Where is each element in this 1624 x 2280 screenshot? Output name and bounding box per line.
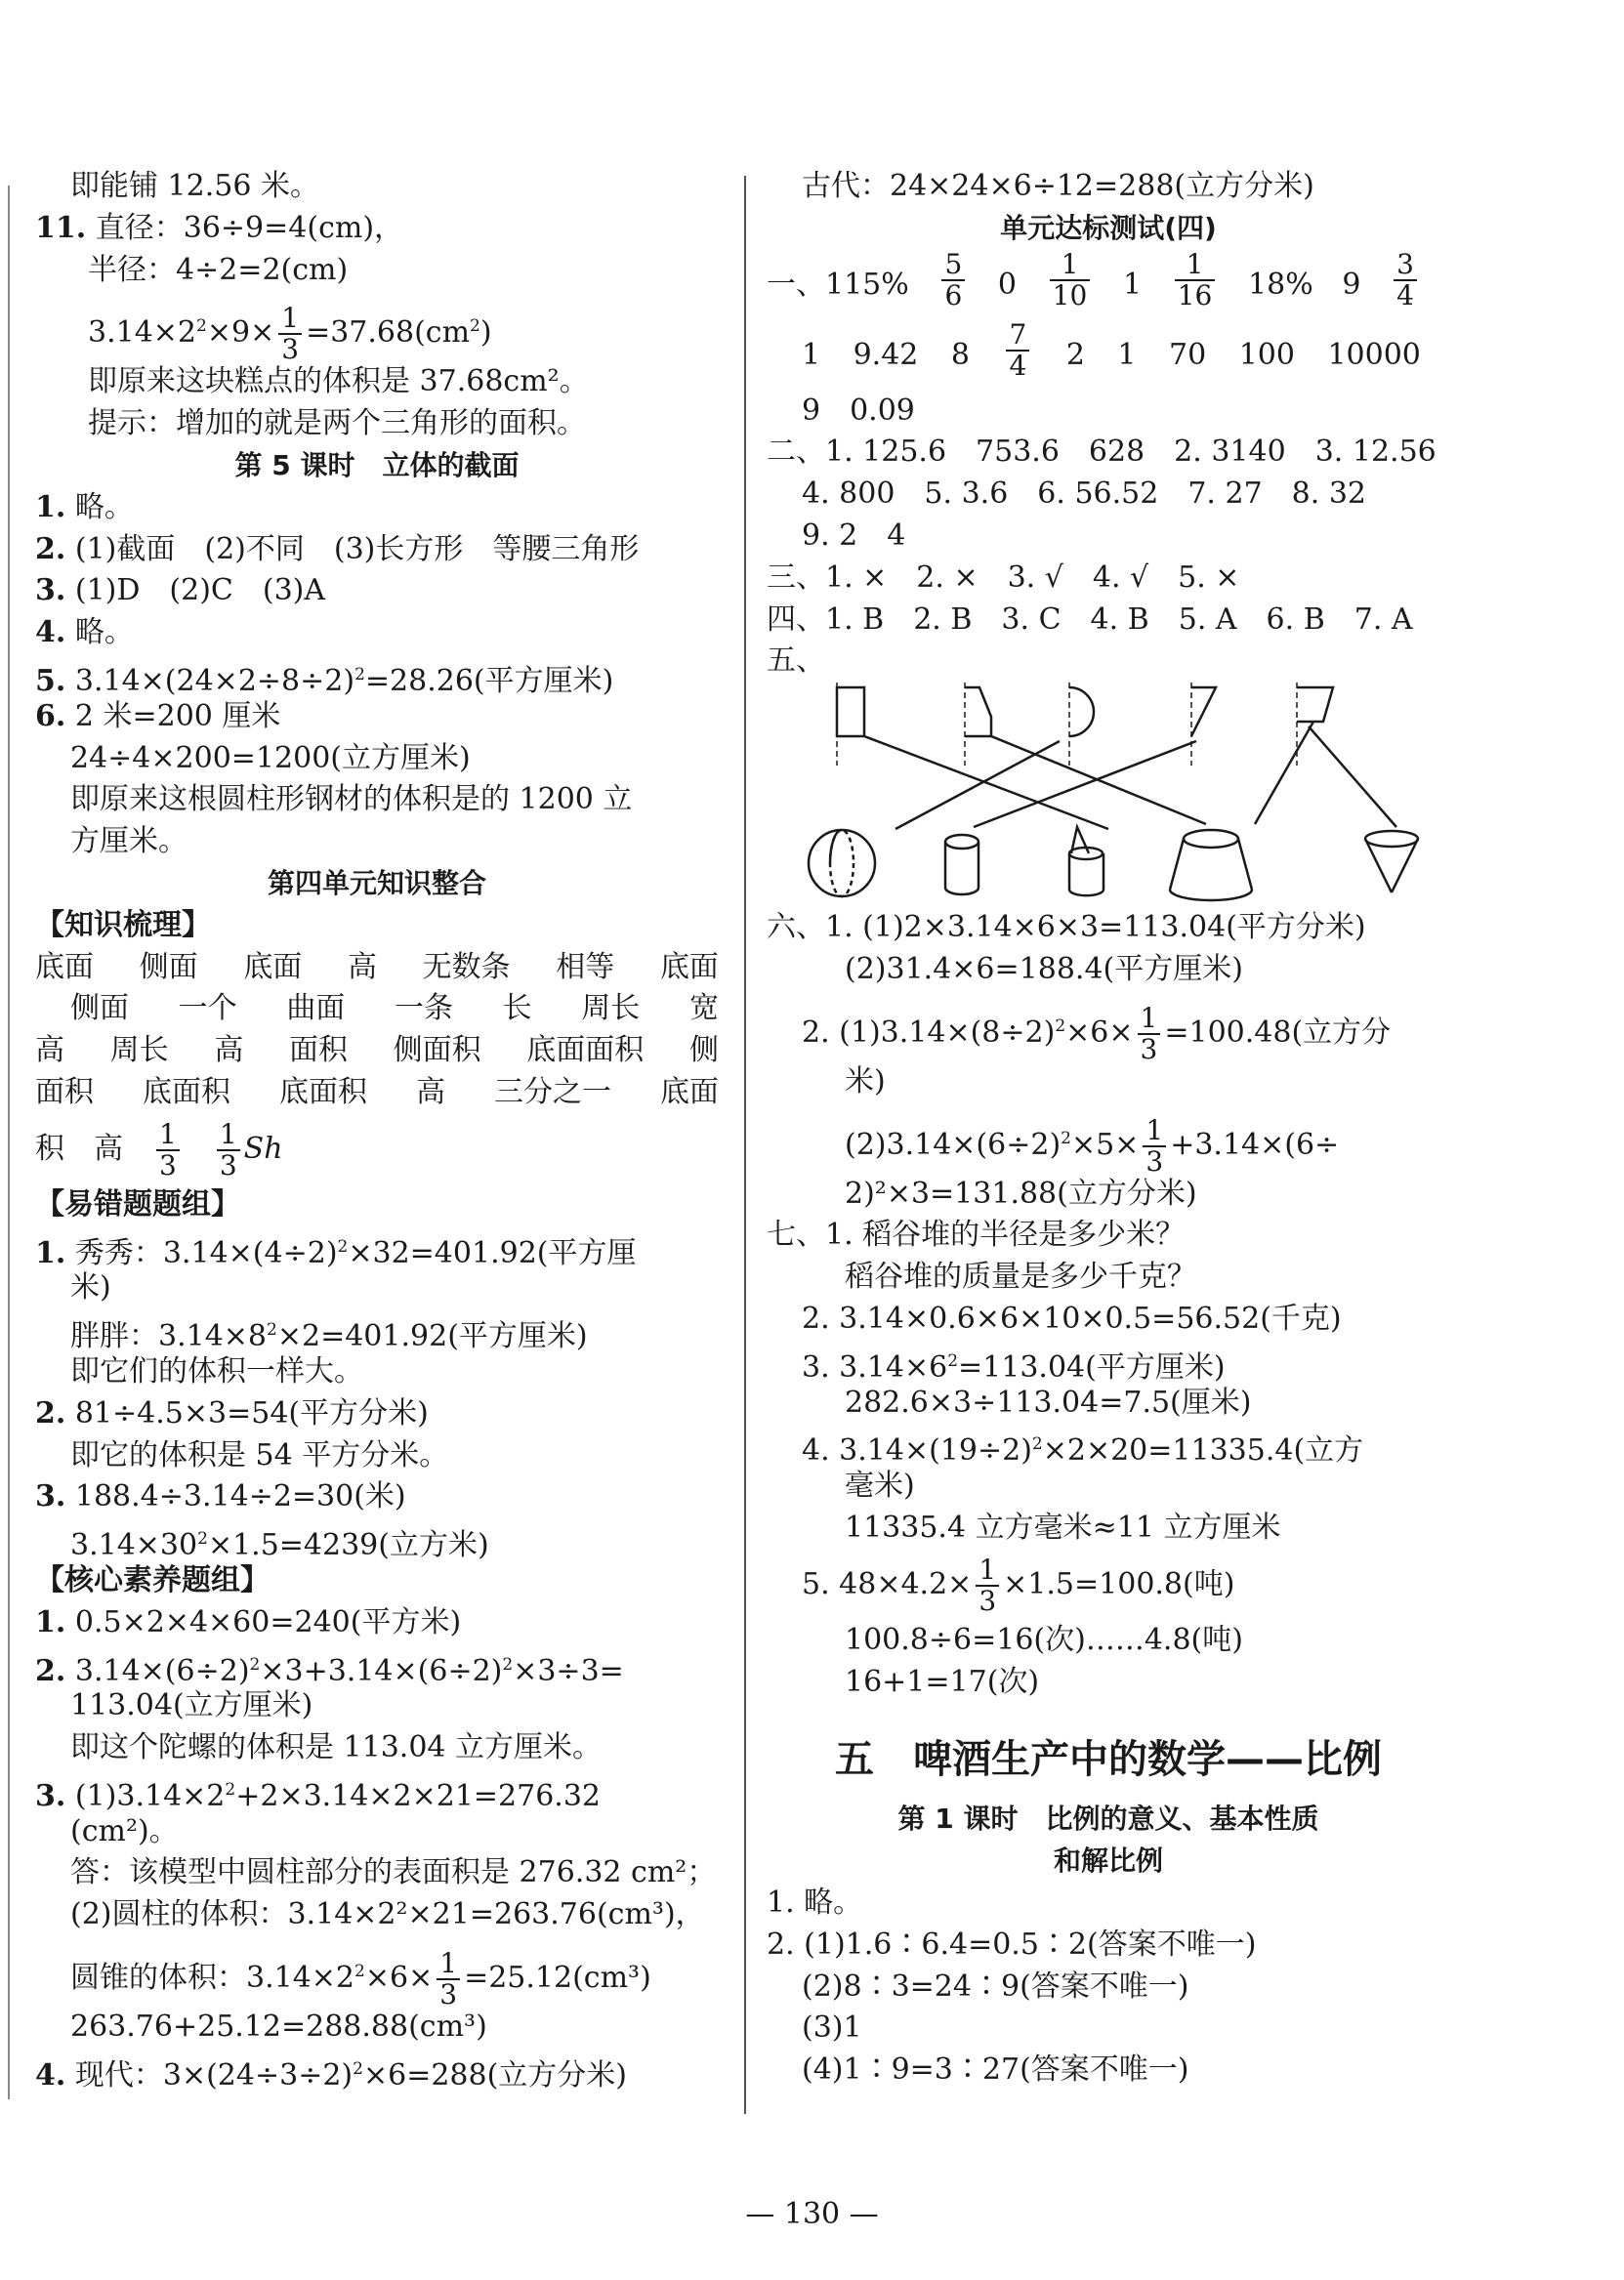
cylinder-solid	[945, 835, 979, 894]
answer-line: 282.6×3÷113.04=7.5(厘米)	[845, 1385, 1252, 1420]
formula-line: $3.14\times(6\div 2)^2\times 3+3.14\times(6\div 2)^2\times 3\div 3=$	[74, 1653, 624, 1688]
right-column	[767, 166, 1450, 2092]
answer-line: 11335.4 立方毫米≈11 立方厘米	[845, 1510, 1281, 1545]
triangle-shape	[1191, 687, 1216, 736]
answer-line: (2)31.4×6=188.4(平方厘米)	[845, 951, 1243, 986]
section-title: 单元达标测试(四)	[1000, 211, 1217, 244]
answer-line: 2)²×3=131.88(立方分米)	[845, 1176, 1197, 1211]
keyword-row: 高 周长 高 面积 侧面积 底面面积 侧	[35, 1033, 719, 1068]
answer-line: 100.8÷6=16(次)……4.8(吨)	[845, 1622, 1243, 1657]
answer-line: 2 米=200 厘米	[74, 698, 281, 733]
answer-line: (2)8∶3=24∶9(答案不唯一)	[802, 1969, 1189, 2004]
answer-line: 半径：4÷2=2(cm)	[88, 252, 349, 287]
formula-line: $3.14\times 30^2\times 1.5=4239$(立方米)	[70, 1528, 489, 1563]
answer-line: 即它的体积是 54 平方分米。	[70, 1437, 449, 1472]
question-number: 2.	[35, 531, 66, 566]
answer-line: 即原来这块糕点的体积是 37.68cm²。	[88, 364, 589, 399]
matching-figure	[767, 683, 1450, 907]
keyword-row: 侧面 一个 曲面 一条 长 周长 宽	[70, 991, 719, 1026]
answer-line: (4)1∶9=3∶27(答案不唯一)	[802, 2052, 1189, 2088]
answer-line: 即它们的体积一样大。	[70, 1353, 363, 1389]
question-number: 5.	[35, 663, 66, 698]
chapter-title: 五 啤酒生产中的数学——比例	[835, 1737, 1382, 1783]
column-divider	[744, 176, 746, 2114]
answer-line: 古代：24×24×6÷12=288(立方分米)	[802, 169, 1314, 203]
answer-line: 米)	[845, 1063, 886, 1099]
sphere-solid	[809, 830, 875, 896]
fraction: $\frac{1}{3}$	[156, 1120, 180, 1181]
question-number: 1.	[35, 489, 66, 524]
answer-line: 略。	[74, 615, 134, 650]
answer-line: 四、1. B 2. B 3. C 4. B 5. A 6. B 7. A	[767, 601, 1413, 637]
fill-answer-row: 一、115% $\frac{5}{6}$ 0 $\frac{1}{10}$ 1 $\frac{1}{16}$ 18% 9 $\frac{3}{4}$	[767, 250, 1450, 320]
fraction: $\frac{1}{3}$	[437, 1949, 460, 2010]
formula-line: 胖胖：$3.14\times 8^2\times 2=401.92$(平方厘米)	[70, 1319, 588, 1354]
answer-line: 六、1. (1)2×3.14×6×3=113.04(平方分米)	[767, 910, 1366, 945]
formula-line: 5. 48×4.2× $\frac{1}{3}$ ×1.5=100.8(吨)	[802, 1553, 1235, 1617]
answer-line: 即能铺 12.56 米。	[70, 169, 319, 203]
question-number: 4.	[35, 615, 66, 650]
answer-line: 二、1. 125.6 753.6 628 2. 3140 3. 12.56	[767, 435, 1437, 470]
formula-line: 圆锥的体积：$3.14\times 2^2\times 6\times$ $\frac{1}{3}$ =25.12(cm³)	[70, 1947, 651, 2011]
answer-line: 113.04(立方厘米)	[70, 1688, 313, 1723]
answer-line: 16+1=17(次)	[845, 1664, 1040, 1699]
section-title: 第 1 课时 比例的意义、基本性质	[897, 1803, 1319, 1836]
left-margin-line	[8, 186, 10, 2099]
answer-line: 263.76+25.12=288.88(cm³)	[70, 2010, 487, 2045]
fill-answer-row: 1 9.42 8 $\frac{7}{4}$ 2 1 70 100 10000	[802, 317, 1421, 382]
right-trapezoid-shape	[1297, 687, 1333, 722]
answer-line: 2. (1)1.6∶6.4=0.5∶2(答案不唯一)	[767, 1927, 1257, 1962]
match-line	[1255, 722, 1313, 824]
formula-line: 秀秀：$3.14\times(4\div 2)^2\times 32=401.92$(平方厘	[74, 1235, 637, 1270]
answer-line: 24÷4×200=1200(立方厘米)	[70, 740, 471, 775]
answer-line: 米)	[70, 1270, 111, 1306]
cone-cylinder-solid	[1069, 827, 1103, 895]
formula-line: $(1)3.14\times 2^2+2\times 3.14\times 2\times 21=276.32$	[74, 1778, 602, 1813]
answer-line: 9 0.09	[802, 393, 915, 428]
section-title: 第 5 课时 立体的截面	[234, 448, 520, 481]
formula-line: 现代：$3\times(24\div 3\div 2)^2\times 6=288$(立方分米)	[74, 2057, 627, 2093]
match-line	[1309, 726, 1396, 827]
answer-line: (1)截面 (2)不同 (3)长方形 等腰三角形	[74, 531, 640, 566]
solid-matching-diagram	[767, 683, 1450, 907]
fraction: $\frac{1}{3}$	[278, 304, 302, 364]
answer-line: 9. 2 4	[802, 518, 906, 553]
left-column: 即能铺 12.56 米。 11. 直径：36÷9=4(cm)， 半径：4÷2=2(cm) $3.14\times 2^2\times 9\times$ $\frac{1}{3}$ $=37.68(cm^2)$ 即原来这块糕点的体积是 37.68cm²。 提示：增加的就是两个三角形的面积。 第 5 课时 立体的截面 1. 略。 2. (1)截面 (2)不同 (3)长方形 等腰三角形 3. (1)D (2)C (3)A 4. 略。 5. $3.14\times(24\times 2\div 8\div 2)^2=28.26$(平方厘米) 6. 2 米=200 厘米 24÷4×200=1200(立方厘米) 即原来这根圆柱形钢材的体积是的 1200 立 方厘米。 第四单元知识整合 【知识梳理】 底面 侧面 底面 高 无数条 相等 底面 侧面 一个 曲面 一条 长 周长 宽 高 周长 高 面积 侧面积 底面面积 侧 面积 底面积 底面积 高 三分之一 底面 积 高 $\frac{1}{3}$ $\frac{1}{3}$ Sh 【易错题题组】 1. 秀秀：$3.14\times(4\div 2)^2\times 32=401.92$(平方厘 米) 胖胖：$3.14\times 8^2\times 2=401.92$(平方厘米) 即它们的体积一样大。 2. 81÷4.5×3=54(平方分米) 即它的体积是 54 平方分米。 3. 188.4÷3.14÷2=30(米) $3.14\times 30^2\times 1.5=4239$(立方米) 【核心素养题组】 1. 0.5×2×4×60=240(平方米) 2. $3.14\times(6\div 2)^2\times 3+3.14\times(6\div 2)^2\times 3\div 3=$ 113.04(立方厘米) 即这个陀螺的体积是 113.04 立方厘米。 3. $(1)3.14\times 2^2+2\times 3.14\times 2\times 21=276.32$ (cm²)。 答：该模型中圆柱部分的表面积是 276.32 cm²； (2)圆柱的体积：3.14×2²×21=263.76(cm³)， 圆锥的体积：$3.14\times 2^2\times 6\times$ $\frac{1}{3}$ =25.12(cm³) 263.76+25.12=288.88(cm³) 4. 现代：$3\times(24\div 3\div 2)^2\times 6=288$(立方分米)	[35, 166, 719, 2091]
answer-line: 即原来这根圆柱形钢材的体积是的 1200 立	[70, 782, 633, 817]
answer-line: 稻谷堆的质量是多少千克？	[845, 1260, 1196, 1295]
answer-line: (2)圆柱的体积：3.14×2²×21=263.76(cm³)，	[70, 1897, 705, 1932]
answer-line: 方厘米。	[70, 824, 187, 859]
answer-line: (cm²)。	[70, 1813, 179, 1848]
trapezoid-shape	[965, 687, 991, 736]
subsection-label: 【核心素养题组】	[35, 1562, 270, 1597]
formula-line: 3. $3.14\times 6^2=113.04$(平方厘米)	[802, 1349, 1226, 1385]
cone-solid	[1365, 831, 1418, 892]
answer-line: 七、1. 稻谷堆的半径是多少米？	[767, 1218, 1186, 1253]
answer-line: 即这个陀螺的体积是 113.04 立方厘米。	[70, 1730, 603, 1765]
keyword-row: 底面 侧面 底面 高 无数条 相等 底面	[35, 949, 719, 984]
formula-line: 4. $3.14\times(19\div 2)^2\times 2\times 20=11335.4$(立方	[802, 1433, 1364, 1469]
subsection-label: 【知识梳理】	[35, 907, 211, 942]
semicircle-shape	[1069, 687, 1094, 736]
hint-line: 提示：增加的就是两个三角形的面积。	[88, 406, 586, 441]
answer-line: (3)1	[802, 2011, 862, 2046]
subsection-label: 【易错题题组】	[35, 1186, 240, 1222]
fraction: $\frac{1}{3}$	[217, 1120, 240, 1181]
answer-line: 直径：36÷9=4(cm)，	[95, 210, 404, 245]
rectangle-shape	[837, 687, 864, 736]
answer-line: 0.5×2×4×60=240(平方米)	[74, 1604, 462, 1639]
page-number: — 130 —	[745, 2197, 879, 2231]
section-title: 和解比例	[1053, 1845, 1163, 1878]
match-line	[864, 736, 1108, 829]
formula-line: $3.14\times(24\times 2\div 8\div 2)^2=28.26$(平方厘米)	[74, 663, 614, 698]
answer-line: 毫米)	[845, 1469, 915, 1504]
answer-line: 188.4÷3.14÷2=30(米)	[74, 1479, 406, 1514]
formula-line: 2. $(1)3.14\times(8\div 2)^2\times 6\times$ $\frac{1}{3}$ =100.48(立方分	[802, 1001, 1392, 1065]
frustum-solid	[1170, 830, 1252, 900]
match-line	[974, 741, 1196, 827]
answer-line: 4. 800 5. 3.6 6. 56.52 7. 27 8. 32	[802, 477, 1366, 512]
formula-line: $3.14\times 2^2\times 9\times$ $\frac{1}{3}$ $=37.68(cm^2)$	[88, 302, 492, 366]
answer-line: 五、	[767, 643, 825, 679]
unit-title: 第四单元知识整合	[267, 866, 486, 899]
answer-line: 三、1. × 2. × 3. √ 4. √ 5. ×	[767, 560, 1240, 595]
answer-line: 答：该模型中圆柱部分的表面积是 276.32 cm²；	[70, 1855, 717, 1890]
answer-line: 2. 3.14×0.6×6×10×0.5=56.52(千克)	[802, 1301, 1342, 1336]
answer-line: 1. 略。	[767, 1885, 863, 1920]
answer-line: (1)D (2)C (3)A	[74, 573, 326, 608]
formula-line: $(2)3.14\times(6\div 2)^2\times 5\times$ $\frac{1}{3}$ +3.14×(6÷	[845, 1113, 1340, 1178]
question-number: 3.	[35, 573, 66, 608]
answer-line: 81÷4.5×3=54(平方分米)	[74, 1395, 429, 1430]
match-line	[895, 741, 1060, 829]
question-number: 11.	[35, 210, 87, 245]
answer-line: 略。	[74, 489, 134, 524]
keyword-row: 面积 底面积 底面积 高 三分之一 底面	[35, 1074, 719, 1109]
keyword-row: 积 高 $\frac{1}{3}$ $\frac{1}{3}$ Sh	[35, 1117, 283, 1181]
question-number: 6.	[35, 698, 66, 733]
